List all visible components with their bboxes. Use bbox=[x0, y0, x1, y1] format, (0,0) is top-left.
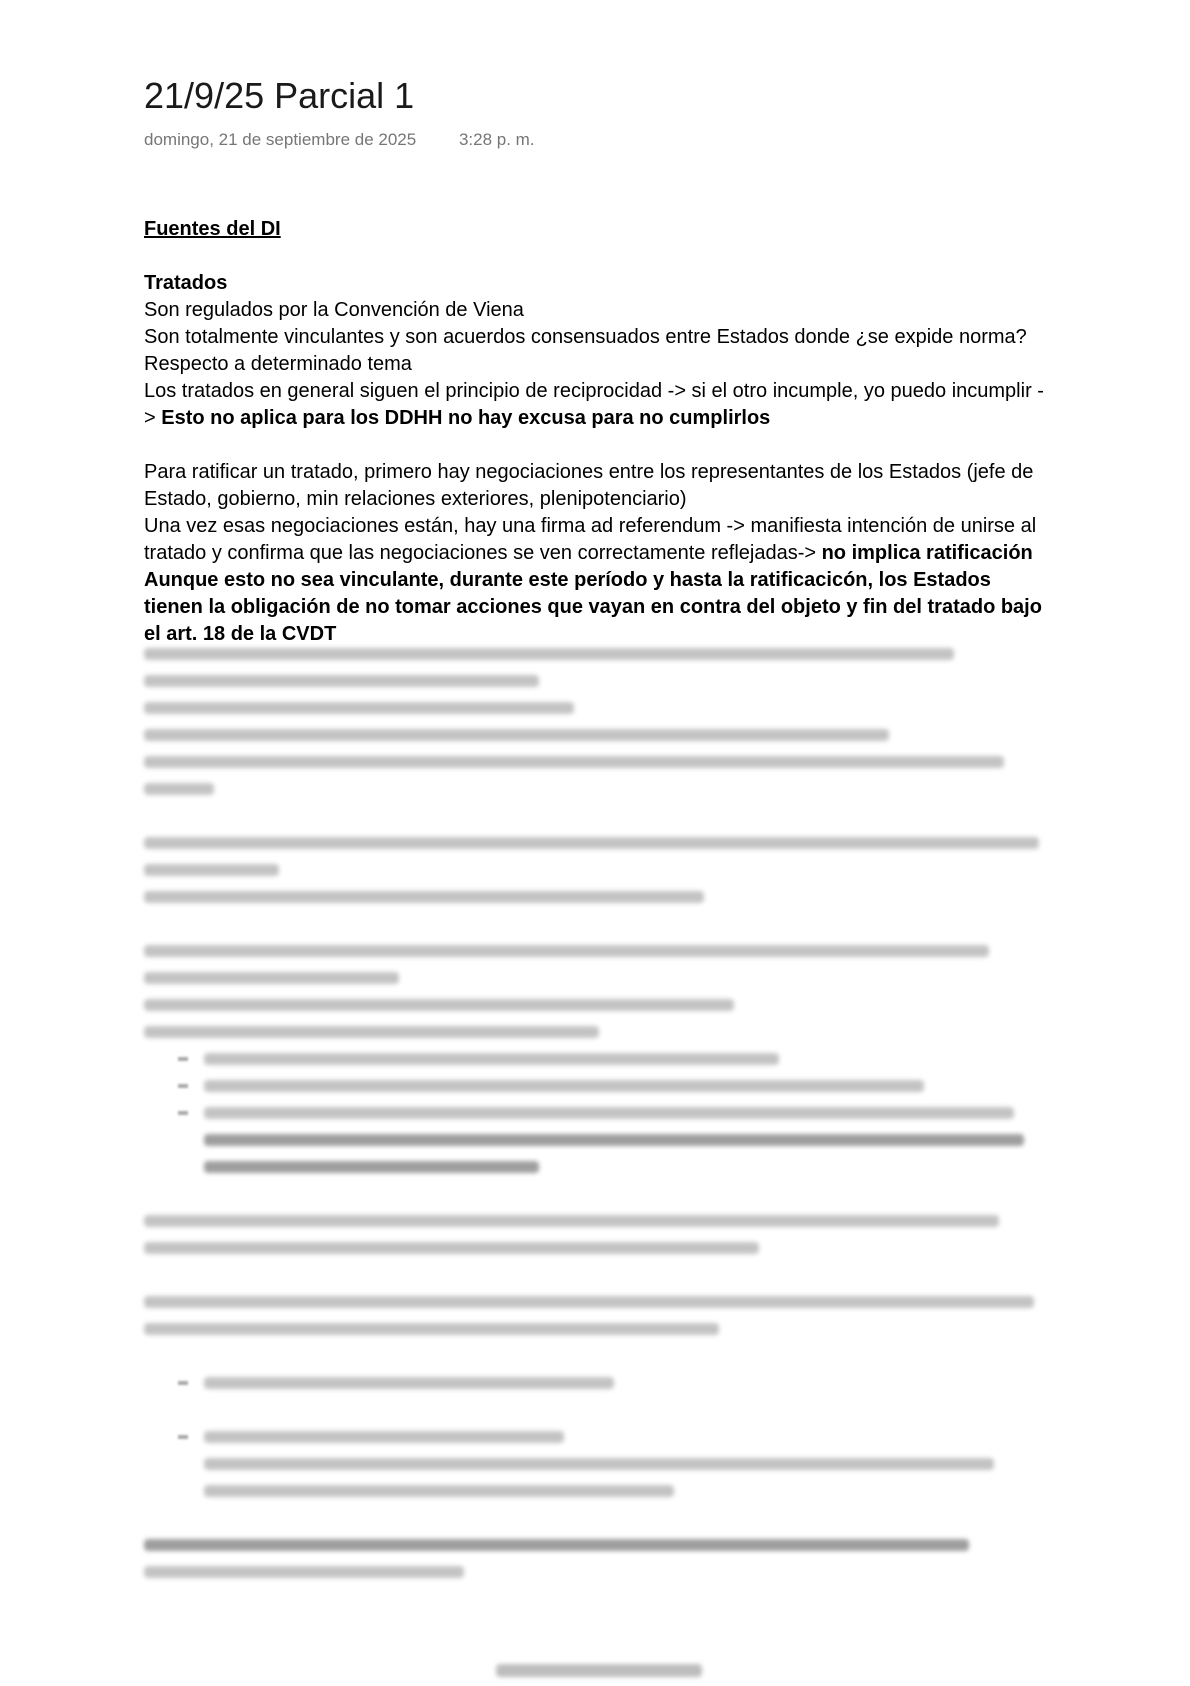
note-metadata bbox=[144, 130, 535, 150]
note-body bbox=[144, 216, 1044, 648]
text-bold: no implica ratificación bbox=[821, 542, 1033, 564]
paragraph-line bbox=[144, 513, 1044, 567]
note-date: domingo, 21 de septiembre de 2025 bbox=[144, 130, 417, 149]
paragraph-line: Aunque esto no sea vinculante, durante este período y hasta la ratificacicón, los Estados tienen la obligación de no tomar acciones que vayan en contra del objeto y fin del tratado bajo el art. 18 de la CVDT bbox=[144, 569, 1042, 645]
note-time: 3:28 p. m. bbox=[458, 130, 535, 149]
text-normal: Los tratados en general siguen el principio de reciprocidad -> si el otro incumple, yo puedo incumplir -> bbox=[144, 380, 1044, 429]
text-normal: Una vez esas negociaciones están, hay una firma ad referendum -> manifiesta intención de unirse al tratado y confirma que las negociaciones se ven correctamente reflejadas-> bbox=[144, 515, 1037, 564]
subheading-tratados: Tratados bbox=[144, 272, 228, 294]
page-footer bbox=[496, 1664, 702, 1677]
page-title: 21/9/25 Parcial 1 bbox=[144, 75, 415, 116]
paragraph-line bbox=[144, 378, 1044, 432]
section-heading: Fuentes del DI bbox=[144, 218, 281, 240]
text-bold: Esto no aplica para los DDHH no hay excusa para no cumplirlos bbox=[161, 407, 771, 429]
paragraph-line: Son totalmente vinculantes y son acuerdos consensuados entre Estados donde ¿se expide norma? Respecto a determinado tema bbox=[144, 326, 1027, 375]
blurred-content bbox=[144, 648, 1044, 1593]
paragraph-line: Son regulados por la Convención de Viena bbox=[144, 299, 524, 321]
paragraph-line: Para ratificar un tratado, primero hay negociaciones entre los representantes de los Estados (jefe de Estado, gobierno, min relaciones exteriores, plenipotenciario) bbox=[144, 461, 1034, 510]
